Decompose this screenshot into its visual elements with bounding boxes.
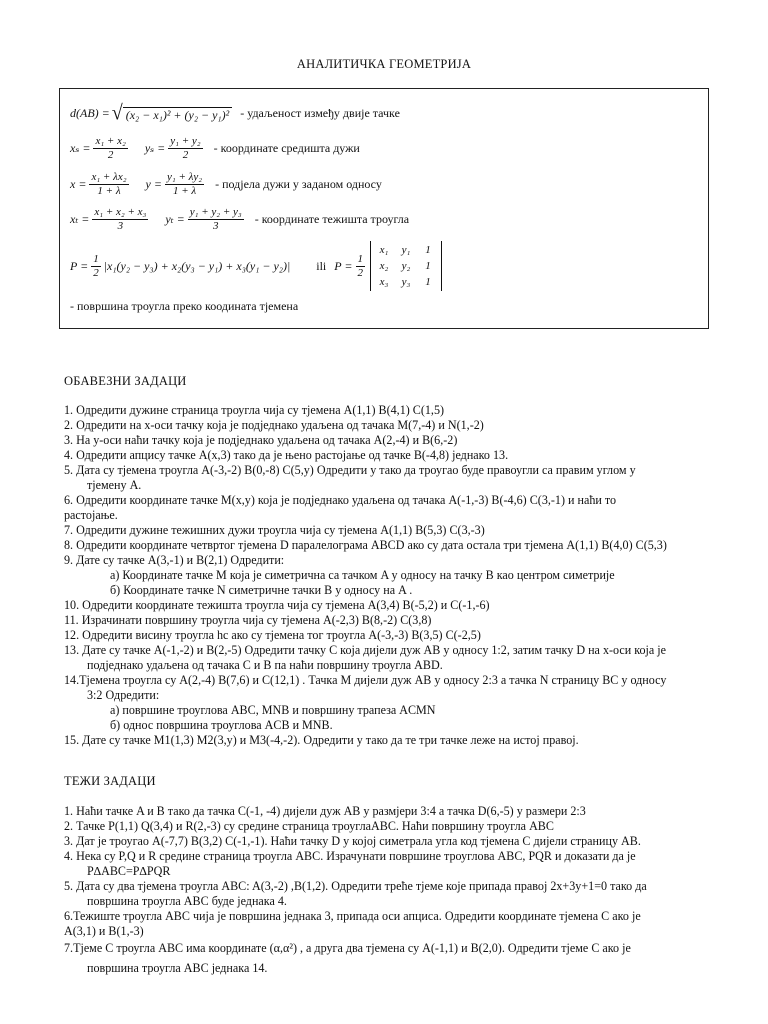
det-cell: x₂ xyxy=(379,260,389,272)
ratio-x-den: 1 + λ xyxy=(97,184,121,197)
ratio-desc: - подјела дужи у заданом односу xyxy=(215,176,382,191)
midpoint-formula xyxy=(70,135,360,161)
task-line: 3. На y-оси наћи тачку која је подједнако удаљена од тачака A(2,-4) и B(6,-2) xyxy=(64,433,458,447)
task-line: 7. Одредити дужине тежишних дужи троугла чија су тјемена A(1,1) B(5,3) C(3,-3) xyxy=(64,523,485,537)
ratio-formula xyxy=(70,171,382,197)
hard-task-line-cont: површина троугла ABC једнака 14. xyxy=(87,961,268,975)
area-formula xyxy=(70,241,442,291)
section-heading-obavezni: ОБАВЕЗНИ ЗАДАЦИ xyxy=(64,374,187,388)
area-half-num: 1 xyxy=(93,252,99,265)
task-line: 13. Дате су тачке A(-1,-2) и B(2,-5) Одредити тачку C која дијели дуж AB у односу 1:2, затим тачку D на x-оси која је xyxy=(64,643,667,657)
xt-label: xₜ = xyxy=(70,211,90,226)
xs-fraction xyxy=(93,135,127,161)
area-determinant xyxy=(370,241,442,291)
xs-label: xₛ = xyxy=(70,140,91,155)
centroid-formula xyxy=(70,206,409,232)
task-line: 1. Одредити дужине страница троугла чија су тјемена A(1,1) B(4,1) C(1,5) xyxy=(64,403,445,417)
task-line-cont: тјемену A. xyxy=(87,478,142,492)
ratio-y-fraction xyxy=(165,171,204,197)
formula-box xyxy=(59,88,709,329)
task-line: 8. Одредити координате четвртог тјемена D паралелограма ABCD ако су дата остала три тјемена A(1,1) B(4,0) C(5,3) xyxy=(64,538,667,552)
area-ili: ili xyxy=(316,258,327,273)
section-heading-tezi: ТЕЖИ ЗАДАЦИ xyxy=(64,774,156,788)
hard-task-line: 5. Дата су два тјемена троугла ABC: A(3,-2) ,B(1,2). Одредити треће тјеме које припада правој 2x+3y+1=0 тако да xyxy=(64,879,647,893)
area-half2 xyxy=(356,253,366,279)
page-title: АНАЛИТИЧКА ГЕОМЕТРИЈА xyxy=(296,57,472,71)
ratio-y-label: y = xyxy=(145,176,162,191)
yt-num: y₁ + y₂ + y₃ xyxy=(189,206,242,218)
task-line-cont: 3:2 Одредити: xyxy=(87,688,160,702)
hard-task-line: 1. Наћи тачке A и B тако да тачка C(-1, -4) дијели дуж AB у размјери 3:4 а тачка D(6,-5) у размери 2:3 xyxy=(64,804,586,818)
area-desc: - површина троугла преко коодината тјемена xyxy=(70,299,299,313)
task-line: 10. Одредити координате тежишта троугла чија су тјемена A(3,4) B(-5,2) и C(-1,-6) xyxy=(64,598,490,612)
distance-radicand: (x₂ − x₁)² + (y₂ − y₁)² xyxy=(123,107,232,123)
task-line: 15. Дате су тачке M1(1,3) M2(3,y) и M3(-4,-2). Одредити y тако да те три тачке леже на истој правој. xyxy=(64,733,579,747)
midpoint-desc: - координате средишта дужи xyxy=(213,140,360,155)
xt-num: x₁ + x₂ + x₃ xyxy=(94,206,147,218)
ratio-x-label: x = xyxy=(70,176,87,191)
task-subline: а) површине троуглова ABC, MNB и површину трапеза ACMN xyxy=(110,703,436,717)
det-cell: x₃ xyxy=(379,276,389,288)
task-line: 4. Одредити апцису тачке A(x,3) тако да је њено растојање од тачке B(-4,8) једнако 13. xyxy=(64,448,509,462)
xt-fraction xyxy=(92,206,148,232)
hard-task-line: 6.Тежиште троугла ABC чија је површина једнака 3, припада оси апциса. Одредити координате тјемена C ако је xyxy=(64,909,641,923)
task-subline: а) Координате тачке M која је симетрична са тачком A у односу на тачку B као центром симетрије xyxy=(110,568,615,582)
task-line: 6. Одредити координате тачке M(x,y) која је подједнако удаљена од тачака A(-1,-3) B(-4,6) C(3,-1) и наћи то xyxy=(64,493,617,507)
area-lhs2: P = xyxy=(334,258,353,273)
task-line: 2. Одредити на x-оси тачку која је подједнако удаљена од тачака M(7,-4) и N(1,-2) xyxy=(64,418,484,432)
yt-fraction xyxy=(188,206,244,232)
task-line-cont: растојање. xyxy=(64,508,118,522)
distance-lhs: d(AB) = xyxy=(70,105,110,120)
area-half2-num: 1 xyxy=(357,252,363,265)
ys-label: yₛ = xyxy=(144,140,166,155)
task-line-cont: подједнако удаљена од тачака C и B па наћи површину троугла ABD. xyxy=(87,658,443,672)
det-cell: 1 xyxy=(425,260,431,272)
hard-task-line: 4. Нека су P,Q и R средине страница троугла ABC. Израчунати површине троуглова ABC, PQR и доказати да је xyxy=(64,849,636,863)
ys-num: y₁ + y₂ xyxy=(170,135,201,147)
det-cell: 1 xyxy=(425,276,431,288)
task-line: 14.Тјемена троугла су A(2,-4) B(7,6) и C(12,1) . Тачка M дијели дуж AB у односу 2:3 а тачка N страницу BC у односу xyxy=(64,673,667,687)
area-half-den: 2 xyxy=(93,266,99,279)
hard-task-line: 2. Тачке P(1,1) Q(3,4) и R(2,-3) су средине страница троуглаABC. Наћи површину троугла ABC xyxy=(64,819,554,833)
hard-task-line: 7.Тјеме C троугла ABC има координате (α,α²) , а друга два тјемена су A(-1,1) и B(2,0). Одредити тјеме C ако је xyxy=(64,941,631,955)
task-line: 11. Израчинати површину троугла чија су тјемена A(-2,3) B(8,-2) C(3,8) xyxy=(64,613,432,627)
distance-formula xyxy=(70,103,400,123)
yt-den: 3 xyxy=(212,219,219,232)
area-half2-den: 2 xyxy=(357,266,363,279)
xt-den: 3 xyxy=(117,219,124,232)
det-cell: x₁ xyxy=(379,244,389,256)
centroid-desc: - координате тежишта троугла xyxy=(254,211,410,226)
task-subline: б) Координате тачке N симетричне тачки B у односу на A . xyxy=(110,583,413,597)
det-cell: y₁ xyxy=(401,244,411,256)
task-line: 9. Дате су тачке A(3,-1) и B(2,1) Одредити: xyxy=(64,553,285,567)
det-cell: y₃ xyxy=(401,276,411,288)
distance-desc: - удаљеност између двије тачке xyxy=(240,105,400,120)
area-half xyxy=(91,253,101,279)
ys-fraction xyxy=(168,135,202,161)
hard-task-line: 3. Дат је троугао A(-7,7) B(3,2) C(-1,-1). Наћи тачку D у којој симетрала угла код тјемена C дијели страницу AB. xyxy=(64,834,641,848)
hard-task-line-cont: A(3,1) и B(1,-3) xyxy=(64,924,144,938)
xs-num: x₁ + x₂ xyxy=(95,135,126,147)
ratio-x-fraction xyxy=(89,171,128,197)
ratio-y-den: 1 + λ xyxy=(172,184,197,197)
task-line: 12. Одредити висину троугла hc ако су тјемена тог троугла A(-3,-3) B(3,5) C(-2,5) xyxy=(64,628,481,642)
yt-label: yₜ = xyxy=(165,211,185,226)
xs-den: 2 xyxy=(107,148,114,161)
ratio-x-num: x₁ + λx₂ xyxy=(91,171,127,183)
hard-task-line-cont: површина троугла ABC буде једнака 4. xyxy=(87,894,287,908)
area-body: |x₁(y₂ − y₃) + x₂(y₃ − y₁) + x₃(y₁ − y₂)| xyxy=(103,258,291,273)
task-subline: б) однос површина троуглова ACB и MNB. xyxy=(110,718,333,732)
task-line: 5. Дата су тјемена троугла A(-3,-2) B(0,-8) C(5,y) Одредити y тако да троугао буде правоугли са правим углом у xyxy=(64,463,636,477)
area-lhs: P = xyxy=(70,258,89,273)
det-cell: 1 xyxy=(425,244,431,256)
det-cell: y₂ xyxy=(401,260,411,272)
ys-den: 2 xyxy=(182,148,189,161)
hard-task-line-cont: P∆ABC=P∆PQR xyxy=(87,864,171,878)
sqrt-symbol: √ (x₂ − x₁)² + (y₂ − y₁)² xyxy=(112,103,232,123)
ratio-y-num: y₁ + λy₂ xyxy=(166,171,203,183)
